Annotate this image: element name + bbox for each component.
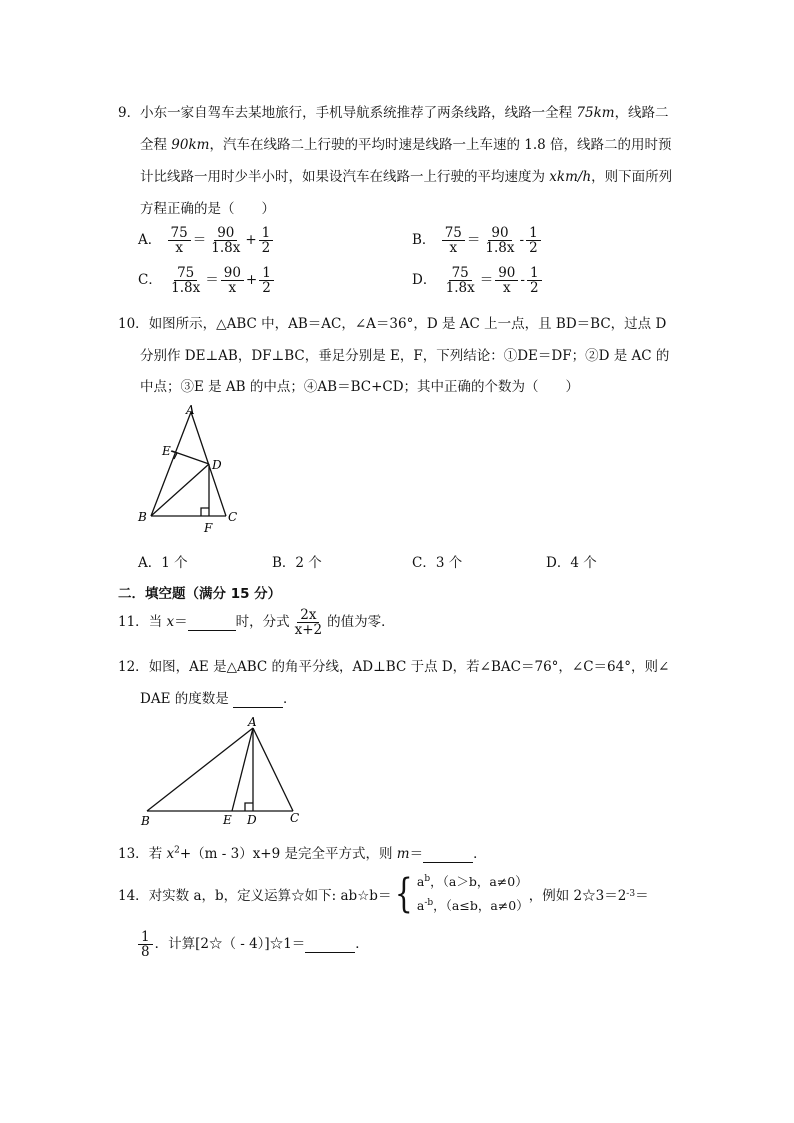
label-a: A (248, 715, 257, 729)
label-d: D (247, 813, 257, 827)
q10-line3: 中点；③E 是 AB 的中点；④AB＝BC+CD；其中正确的个数为（ ） (140, 379, 580, 395)
q9-line1: 9．小东一家自驾车去某地旅行，手机导航系统推荐了两条线路，线路一全程 75km，线路二 (118, 105, 669, 121)
q9-option-b: B． $\frac{75}{x}$ ＝ $\frac{90}{1.8x}$ - $\frac{1}{2}$ (412, 226, 543, 255)
q11: 11．当 x＝ 时，分式 $\frac{2x}{x+2}$ 的值为零． (118, 607, 395, 639)
q12-triangle-figure (135, 712, 315, 830)
q12-line2: DAE 的度数是 ． (140, 691, 297, 707)
q10-line2: 分别作 DE⊥AB，DF⊥BC，垂足分别是 E，F，下列结论：①DE＝DF；②D 是 AC 的 (140, 348, 670, 364)
q9-option-d: D． $\frac{75}{1.8x}$ ＝ $\frac{90}{x}$ - $\frac{1}{2}$ (412, 266, 544, 295)
right-angle-mark-d (245, 803, 253, 811)
q9-line2: 全程 90km，汽车在线路二上行驶的平均时速是线路一上车速的 1.8 倍，线路二的用时预 (140, 137, 672, 153)
fraction: $\frac{90}{1.8x}$ (211, 225, 241, 257)
section-title: 二．填空题（满分 15 分） (118, 586, 282, 602)
piecewise-cases (417, 870, 529, 918)
fraction: $\frac{75}{1.8x}$ (445, 265, 475, 297)
fraction: $\frac{90}{1.8x}$ (485, 225, 515, 257)
q10-option-b: B．2 个 (272, 555, 322, 571)
answer-blank[interactable] (305, 936, 355, 953)
fraction: $\frac{1}{2}$ (259, 266, 274, 295)
label-d: D (212, 458, 222, 472)
segment-ae (232, 728, 253, 811)
q13: 13．若 $x^2+(m - 3)x+9$ 是完全平方式，则 m＝ ． (118, 845, 487, 862)
q14-line1: 14． 对实数 a，b，定义运算☆如下: ab☆b＝ { $a^b$，（a＞b，a≠0） $a^{-b}$，（a≤b，a≠0） ，例如 2☆3＝2 -3 ＝ (118, 870, 649, 917)
fraction: $\frac{1}{2}$ (527, 266, 542, 295)
q10-line1: 10．如图所示，△ABC 中，AB＝AC，∠A＝36°，D 是 AC 上一点，且 BD＝BC，过点 D (118, 316, 667, 332)
case-1: $a^b$，（a＞b，a≠0） (416, 873, 528, 889)
fraction: $\frac{75}{x}$ (442, 226, 465, 255)
fraction: $\frac{1}{2}$ (526, 226, 541, 255)
answer-blank[interactable] (188, 614, 236, 631)
answer-blank[interactable] (233, 691, 283, 708)
fraction: $\frac{75}{x}$ (168, 226, 191, 255)
label-b: B (138, 510, 147, 524)
segment-bd (151, 464, 209, 516)
fraction: $\frac{2x}{x+2}$ (294, 607, 323, 639)
fraction: $\frac{1}{8}$ (138, 930, 153, 959)
fraction: $\frac{90}{x}$ (495, 266, 518, 295)
label-a: A (186, 403, 195, 417)
answer-blank[interactable] (423, 846, 473, 863)
label-e: E (162, 444, 171, 458)
right-angle-mark-f (201, 508, 209, 516)
segment-ac (253, 728, 293, 811)
q9-line4: 方程正确的是（ ） (140, 201, 275, 217)
fraction: $\frac{1}{2}$ (259, 226, 274, 255)
segment-ab (147, 728, 253, 811)
label-f: F (204, 521, 213, 535)
label-b: B (141, 814, 150, 828)
label-e: E (223, 813, 232, 827)
q10-option-d: D．4 个 (546, 555, 597, 571)
left-brace: { (395, 870, 414, 917)
q9-option-c: C． $\frac{75}{1.8x}$ ＝ $\frac{90}{x}$ + $\frac{1}{2}$ (138, 266, 276, 295)
q10-option-a: A．1 个 (138, 555, 188, 571)
label-c: C (228, 510, 238, 524)
fraction: $\frac{90}{x}$ (221, 266, 244, 295)
case-2: $a^{-b}$，（a≤b，a≠0） (416, 897, 529, 913)
q9-option-a: A． $\frac{75}{x}$ ＝ $\frac{90}{1.8x}$ + $\frac{1}{2}$ (138, 226, 275, 255)
q10-triangle-figure (130, 402, 250, 537)
q9-line3: 计比线路一用时少半小时，如果设汽车在线路一上行驶的平均速度为 xkm/h，则下面所列 (140, 169, 673, 185)
q12-line1: 12．如图，AE 是△ABC 的角平分线，AD⊥BC 于点 D，若∠BAC＝76°，∠C＝64°，则∠ (118, 659, 670, 675)
fraction: $\frac{75}{1.8x}$ (171, 265, 201, 297)
label-c: C (290, 811, 300, 825)
q10-option-c: C．3 个 (412, 555, 463, 571)
q14-line2: $\frac{1}{8}$ ．计算[2☆（ - 4）]☆1＝ ． (136, 930, 369, 959)
segment-ab (151, 412, 191, 516)
